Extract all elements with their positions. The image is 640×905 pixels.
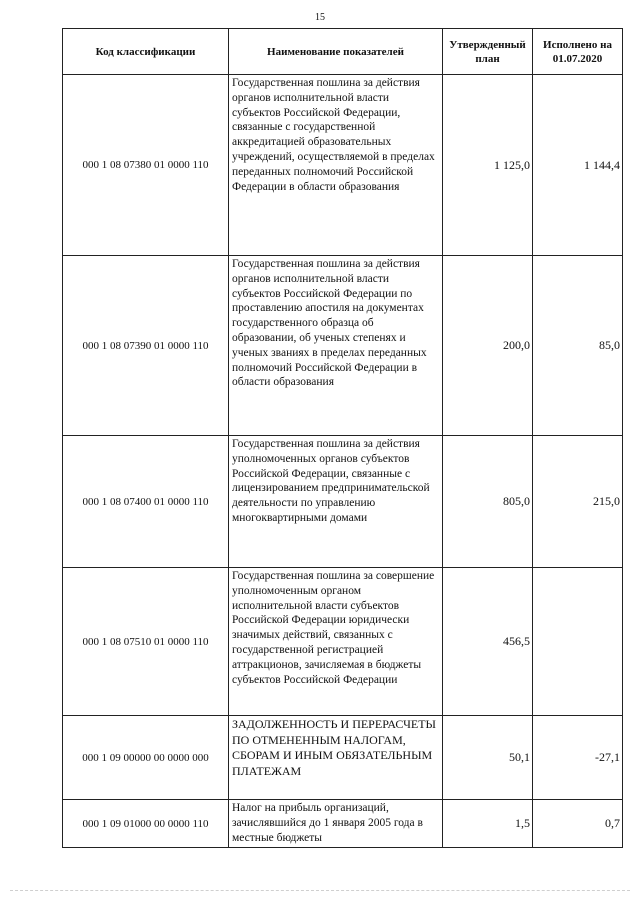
row-executed: 0,7 <box>533 800 623 848</box>
row-code: 000 1 08 07510 01 0000 110 <box>63 568 229 716</box>
row-code: 000 1 08 07390 01 0000 110 <box>63 256 229 436</box>
table-row <box>63 716 623 800</box>
budget-table <box>62 28 623 848</box>
table-row <box>63 568 623 716</box>
table-row <box>63 75 623 256</box>
row-executed <box>533 568 623 716</box>
row-plan: 1 125,0 <box>443 75 533 256</box>
header-executed: Исполнено на 01.07.2020 <box>533 29 623 75</box>
row-plan: 1,5 <box>443 800 533 848</box>
scan-edge-divider <box>10 890 630 892</box>
row-name: Государственная пошлина за совершение уполномоченным органом исполнительной власти субъектов Российской Федерации юридически значимых действий, связанных с государственной регистрацией аттракционов, зачисляемая в бюджеты субъектов Российской Федерации <box>229 568 443 716</box>
row-plan: 200,0 <box>443 256 533 436</box>
row-code: 000 1 09 00000 00 0000 000 <box>63 716 229 800</box>
row-plan: 50,1 <box>443 716 533 800</box>
row-name: Государственная пошлина за действия уполномоченных органов субъектов Российской Федерации, связанные с лицензированием предпринимательской деятельности по управлению многоквартирными домами <box>229 436 443 568</box>
row-executed: -27,1 <box>533 716 623 800</box>
header-name: Наименование показателей <box>229 29 443 75</box>
header-plan: Утвержденный план <box>443 29 533 75</box>
row-name: Налог на прибыль организаций, зачислявшийся до 1 января 2005 года в местные бюджеты <box>229 800 443 848</box>
row-code: 000 1 09 01000 00 0000 110 <box>63 800 229 848</box>
row-plan: 805,0 <box>443 436 533 568</box>
row-plan: 456,5 <box>443 568 533 716</box>
row-executed: 1 144,4 <box>533 75 623 256</box>
row-name: Государственная пошлина за действия органов исполнительной власти субъектов Российской Федерации, связанные с государственной аккредитацией образовательных учреждений, осуществляемой в пределах переданных полномочий Российской Федерации в области образования <box>229 75 443 256</box>
table-row <box>63 256 623 436</box>
row-name: ЗАДОЛЖЕННОСТЬ И ПЕРЕРАСЧЕТЫ ПО ОТМЕНЕННЫМ НАЛОГАМ, СБОРАМ И ИНЫМ ОБЯЗАТЕЛЬНЫМ ПЛАТЕЖАМ <box>229 716 443 800</box>
header-code: Код классификации <box>63 29 229 75</box>
row-code: 000 1 08 07400 01 0000 110 <box>63 436 229 568</box>
page-number: 15 <box>315 12 325 23</box>
table-header-row <box>63 29 623 75</box>
table-row <box>63 800 623 848</box>
row-name: Государственная пошлина за действия органов исполнительной власти субъектов Российской Федерации по проставлению апостиля на документах государственного образца об образовании, об ученых степенях и ученых званиях в пределах переданных полномочий Российской Федерации в области образования <box>229 256 443 436</box>
row-code: 000 1 08 07380 01 0000 110 <box>63 75 229 256</box>
row-executed: 85,0 <box>533 256 623 436</box>
table-row <box>63 436 623 568</box>
row-executed: 215,0 <box>533 436 623 568</box>
